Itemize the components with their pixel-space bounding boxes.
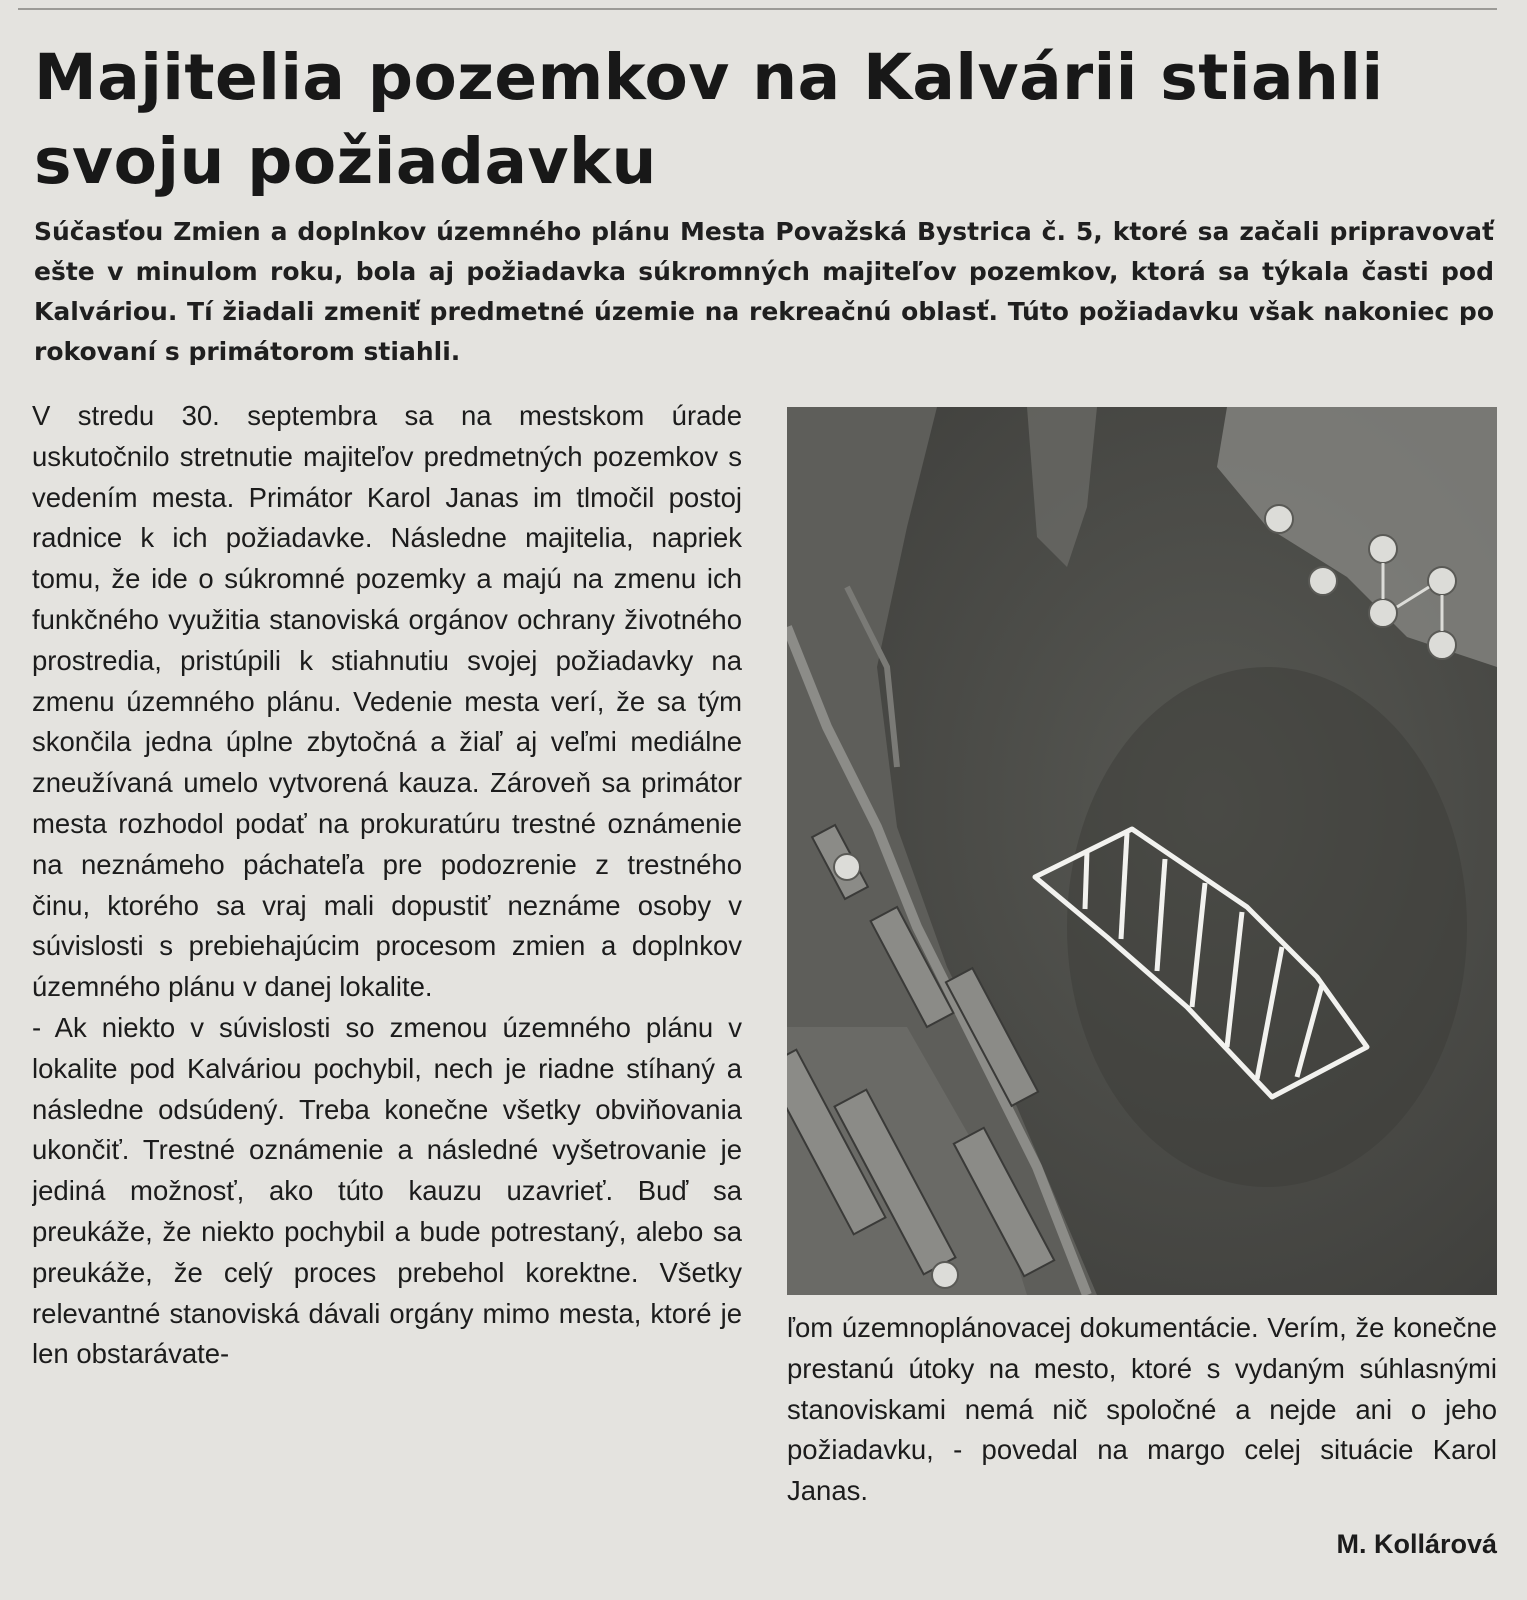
article-body-left-column xyxy=(32,396,742,1592)
article-headline: Majitelia pozemkov na Kalvárii stiahli svoju požiadavku xyxy=(34,41,1384,198)
article-lead: Súčasťou Zmien a doplnkov územného plánu Mesta Považská Bystrica č. 5, ktoré sa začali pripravovať ešte v minulom roku, bola aj požiadavka súkromných majiteľov pozemkov, ktorá sa týkala časti pod Kalváriou. Tí žiadali zmeniť predmetné územie na rekreačnú oblasť. Túto požiadavku však nakoniec po rokovaní s primátorom stiahli. xyxy=(34,217,1494,366)
author-byline: M. Kollárová xyxy=(1336,1529,1497,1559)
article-body-right-column xyxy=(787,1308,1497,1512)
top-rule xyxy=(18,8,1497,10)
body-paragraph: V stredu 30. septembra sa na mestskom úrade uskutočnilo stretnutie majiteľov predmetných pozemkov s vedením mesta. Primátor Karol Janas im tlmočil postoj radnice k ich požiadavke. Následne majitelia, napriek tomu, že ide o súkromné pozemky a majú na zmenu ich funkčného využitia stanoviská orgánov ochrany životného prostredia, pristúpili k stiahnutiu svojej požiadavky na zmenu územného plánu. Vedenie mesta verí, že sa tým skončila jedna úplne zbytočná a žiaľ aj veľmi mediálne zneužívaná umelo vytvorená kauza. Zároveň sa primátor mesta rozhodol podať na prokuratúru trestné oznámenie na neznámeho páchateľa pre podozrenie z trestného činu, ktorého sa vraj mali dopustiť neznáme osoby v súvislosti s prebiehajúcim procesom zmien a doplnkov územného plánu v danej lokalite. xyxy=(32,400,742,1003)
body-quote-paragraph: - Ak niekto v súvislosti so zmenou územného plánu v lokalite pod Kalváriou pochybil, nech je riadne stíhaný a následne odsúdený. Treba konečne všetky obviňovania ukončiť. Trestné oznámenie a následné vyšetrovanie je jediná možnosť, ako túto kauzu uzavrieť. Buď sa preukáže, že niekto pochybil a bude potrestaný, alebo sa preukáže, že celý proces prebehol korektne. Všetky relevantné stanoviská dávali orgány mimo mesta, ktoré je len obstarávate- xyxy=(32,1011,742,1370)
body-paragraph-continued: ľom územnoplánovacej dokumentácie. Verím, že konečne prestanú útoky na mesto, ktoré s vydaným súhlasnými stanoviskami nemá nič spoločné a nejde ani o jeho požiadavku, - povedal na margo celej situácie Karol Janas. xyxy=(787,1312,1497,1507)
aerial-photo xyxy=(787,407,1497,1295)
